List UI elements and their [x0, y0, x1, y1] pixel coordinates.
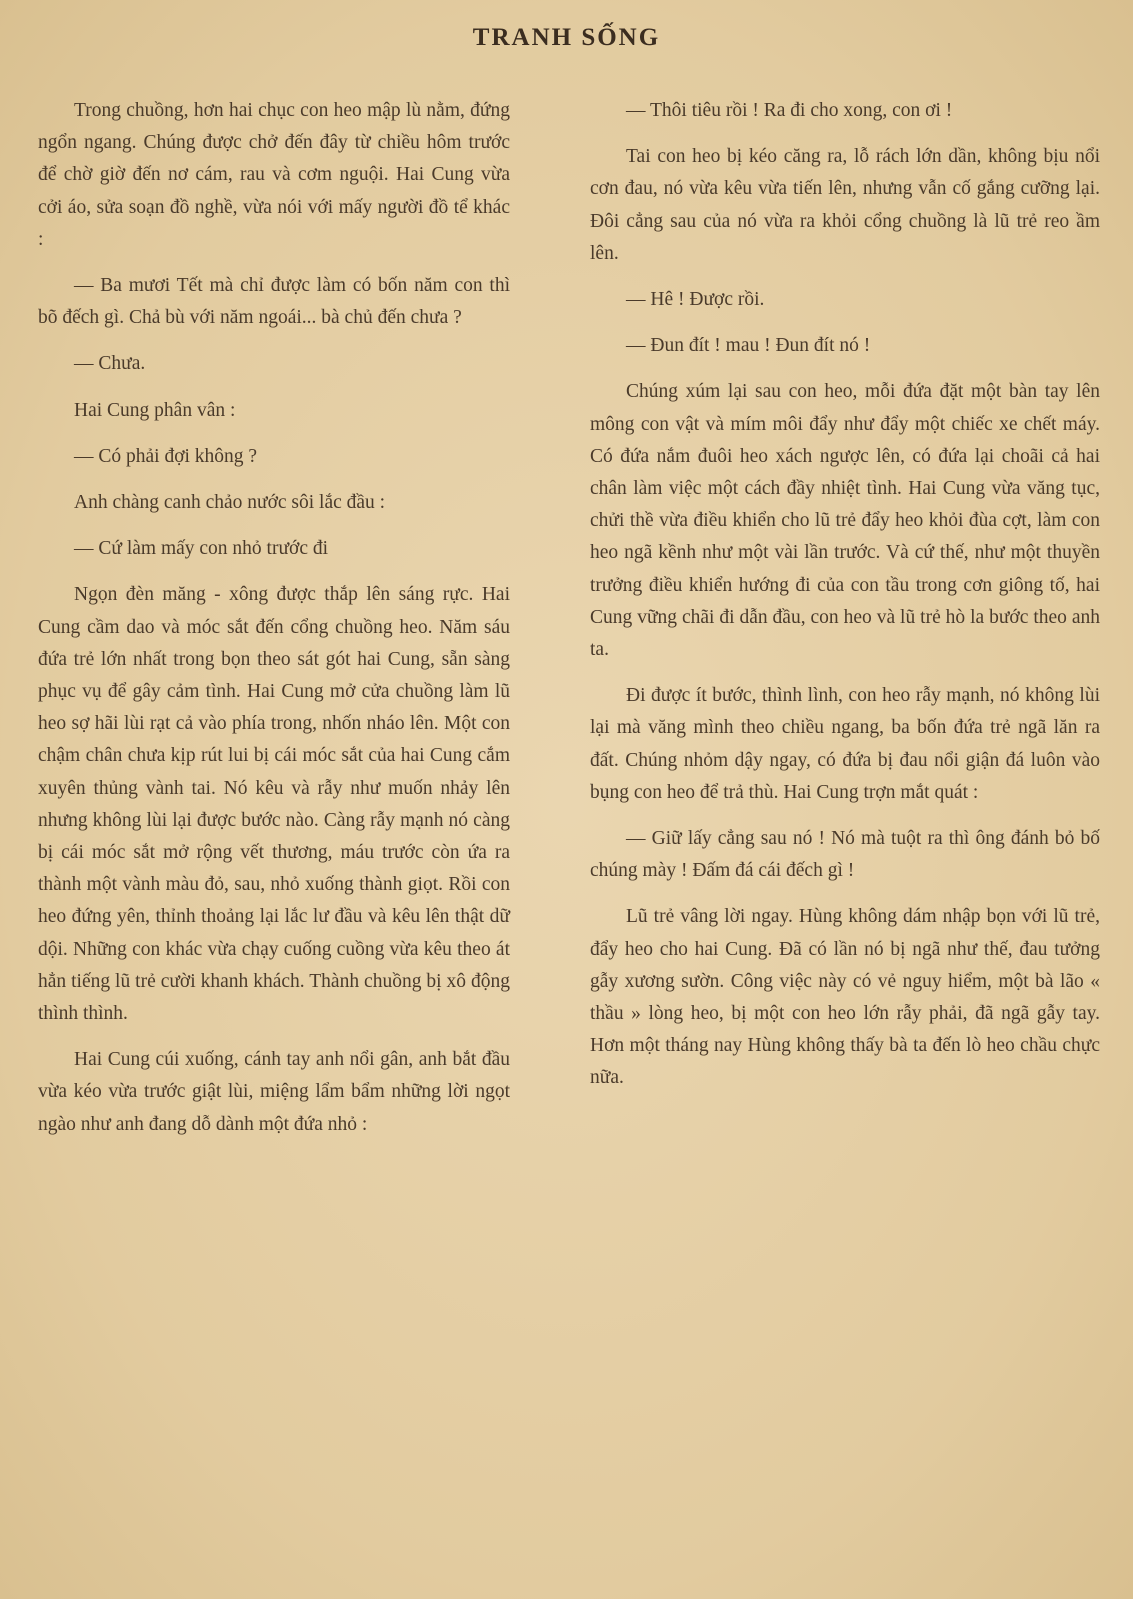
left-column: [38, 95, 510, 1155]
paragraph: Tai con heo bị kéo căng ra, lỗ rách lớn dần, không bịu nổi cơn đau, nó vừa kêu vừa tiến lên, nhưng vẫn cố gắng cưỡng lại. Đôi cẳng sau của nó vừa ra khỏi cổng chuồng là lũ trẻ reo ầm lên.: [590, 146, 1100, 264]
paragraph: Hai Cung phân vân :: [74, 399, 236, 421]
paragraph: Lũ trẻ vâng lời ngay. Hùng không dám nhập bọn với lũ trẻ, đẩy heo cho hai Cung. Đã có lần nó bị ngã như thế, đau tưởng gẫy xương sườn. Công việc này có vẻ nguy hiểm, một bà lão « thầu » lòng heo, bị một con heo lớn rẫy phải, đã ngã gẫy tay. Hơn một tháng nay Hùng không thấy bà ta đến lò heo chầu chực nữa.: [590, 906, 1100, 1089]
paragraph: Trong chuồng, hơn hai chục con heo mập lù nằm, đứng ngổn ngang. Chúng được chở đến đây từ chiều hôm trước để chờ giờ đến nơ cám, rau và cơm nguội. Hai Cung vừa cởi áo, sửa soạn đồ nghề, vừa nói với mấy người đồ tể khác :: [38, 100, 510, 250]
dialogue-line: — Cứ làm mấy con nhỏ trước đi: [74, 538, 329, 560]
dialogue-line: — Đun đít ! mau ! Đun đít nó !: [626, 335, 871, 357]
dialogue-line: — Giữ lấy cẳng sau nó ! Nó mà tuột ra thì ông đánh bỏ bố chúng mày ! Đấm đá cái đếch gì !: [590, 828, 1100, 882]
paragraph: Chúng xúm lại sau con heo, mỗi đứa đặt một bàn tay lên mông con vật và mím môi đẩy như đẩy một chiếc xe chết máy. Có đứa nắm đuôi heo xách ngược lên, có đứa lại choãi cả hai chân làm việc một cách đầy nhiệt tình. Hai Cung vừa văng tục, chửi thề vừa điều khiển cho lũ trẻ đẩy heo khỏi đùa cợt, làm con heo ngã kềnh như một vài lần trước. Và cứ thế, như một thuyền trưởng điều khiển hướng đi của con tầu trong cơn giông tố, hai Cung vững chãi đi dẫn đầu, con heo và lũ trẻ hò la bước theo anh ta.: [590, 381, 1100, 661]
paragraph: Đi được ít bước, thình lình, con heo rẫy mạnh, nó không lùi lại mà văng mình theo chiều ngang, ba bốn đứa trẻ ngã lăn ra đất. Chúng nhỏm dậy ngay, có đứa bị đau nổi giận đá luôn vào bụng con heo để trả thù. Hai Cung trợn mắt quát :: [590, 685, 1100, 803]
dialogue-line: — Thôi tiêu rồi ! Ra đi cho xong, con ơi !: [626, 100, 953, 121]
dialogue-line: — Ba mươi Tết mà chỉ được làm có bốn năm con thì bõ đếch gì. Chả bù với năm ngoái... bà chủ đến chưa ?: [38, 275, 510, 329]
paragraph: Anh chàng canh chảo nước sôi lắc đầu :: [74, 492, 386, 514]
dialogue-line: — Có phải đợi không ?: [74, 445, 258, 467]
right-column: [590, 95, 1100, 1109]
paragraph: Hai Cung cúi xuống, cánh tay anh nổi gân, anh bắt đầu vừa kéo vừa trước giật lùi, miệng lẩm bẩm những lời ngọt ngào như anh đang dỗ dành một đứa nhỏ :: [38, 1049, 510, 1135]
dialogue-line: — Chưa.: [74, 353, 146, 375]
page-header-title: TRANH SỐNG: [472, 24, 661, 51]
paragraph: Ngọn đèn măng - xông được thắp lên sáng rực. Hai Cung cầm dao và móc sắt đến cổng chuồng heo. Năm sáu đứa trẻ lớn nhất trong bọn theo sát gót hai Cung, sẵn sàng phục vụ để gây cảm tình. Hai Cung mở cửa chuồng làm lũ heo sợ hãi lùi rạt cả vào phía trong, nhốn nháo lên. Một con chậm chân chưa kịp rút lui bị cái móc sắt của hai Cung cắm xuyên thủng vành tai. Nó kêu và rẫy như muốn nhảy lên nhưng không lùi lại được bước nào. Càng rẫy mạnh nó càng bị cái móc sắt mở rộng vết thương, máu trước còn ứa ra thành một vành màu đỏ, sau, nhỏ xuống thành giọt. Rồi con heo đứng yên, thỉnh thoảng lại lắc lư đầu và kêu lên thật dữ dội. Những con khác vừa chạy cuống cuồng vừa kêu theo át hẳn tiếng lũ trẻ cười khanh khách. Thành chuồng bị xô động thình thình.: [38, 584, 510, 1025]
dialogue-line: — Hê ! Được rồi.: [626, 289, 765, 311]
